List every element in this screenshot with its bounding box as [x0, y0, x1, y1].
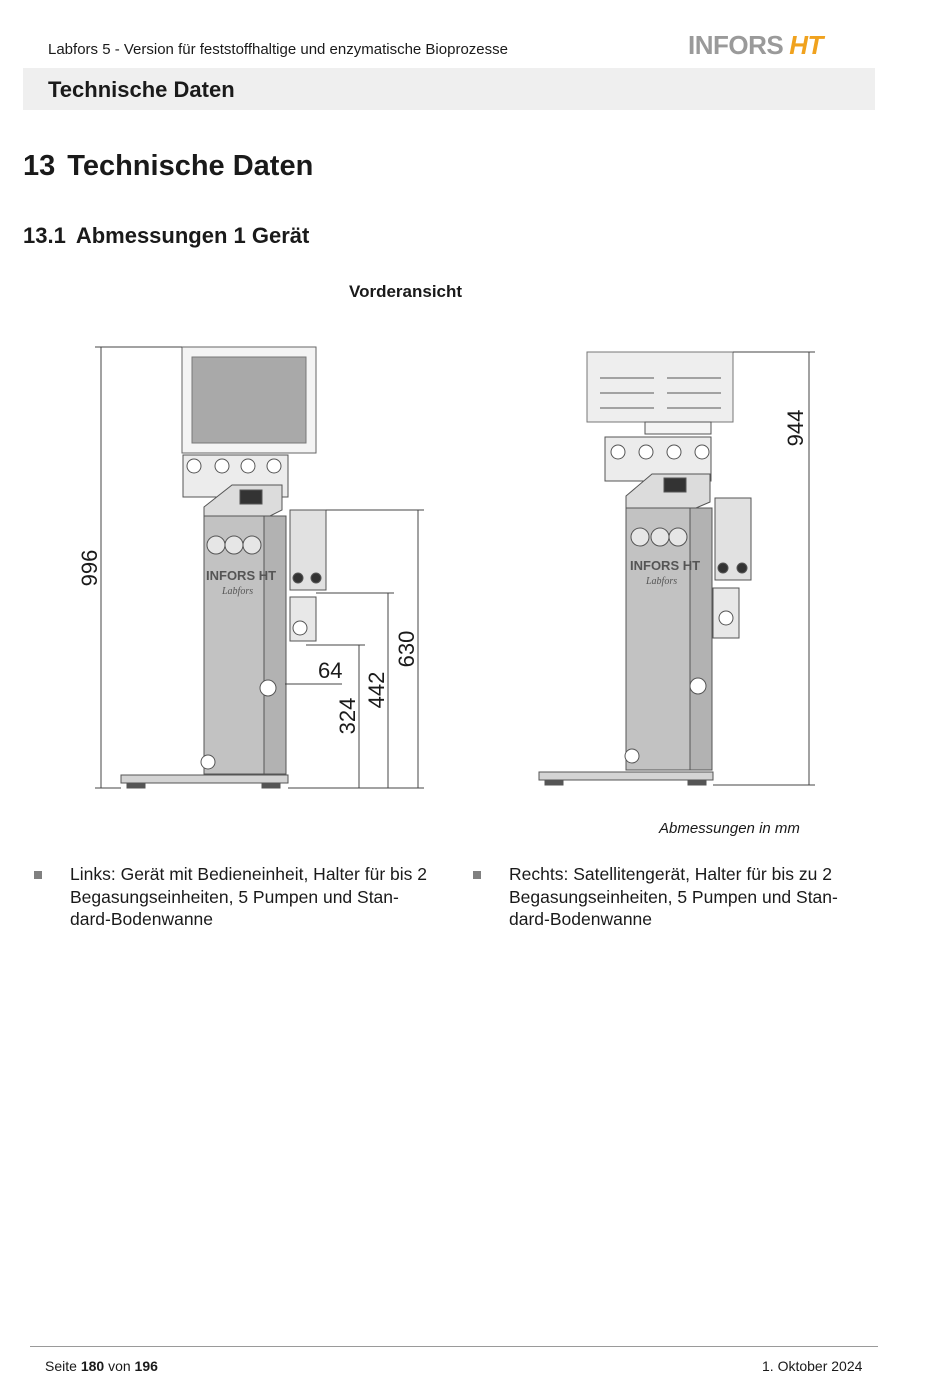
- bullet-line: Rechts: Satellitengerät, Halter für bis zu 2: [509, 864, 832, 884]
- bullet-marker: [473, 871, 481, 879]
- dim-64: 64: [318, 658, 343, 683]
- logo-text: INFORS: [688, 30, 784, 60]
- bullet-line: Begasungseinheiten, 5 Pumpen und Stan-: [509, 886, 838, 907]
- dim-996: 996: [77, 549, 102, 587]
- bullet-line: dard-Bodenwanne: [70, 909, 214, 929]
- right-brand-label: INFORS HT: [630, 558, 701, 573]
- dim-324: 324: [335, 697, 360, 735]
- bullet-line: Begasungseinheiten, 5 Pumpen und Stan-: [70, 886, 399, 907]
- bullet-marker: [34, 871, 42, 879]
- document-title: Labfors 5 - Version für feststoffhaltige und enzymatische Bioprozesse: [48, 41, 508, 58]
- page-number: [45, 1358, 158, 1374]
- figure-label: Vorderansicht: [349, 282, 463, 301]
- page-separator: von: [108, 1358, 131, 1374]
- dim-630: 630: [394, 630, 419, 668]
- page-current: 180: [80, 1358, 105, 1374]
- subchapter-number: 13.1: [23, 223, 66, 248]
- footer-divider: [30, 1346, 878, 1347]
- footer-date: 1. Oktober 2024: [762, 1358, 863, 1374]
- dim-442: 442: [364, 671, 389, 709]
- figure-caption: Abmessungen in mm: [659, 820, 800, 837]
- logo-suffix: HT: [789, 30, 823, 60]
- left-brand-label: INFORS HT: [206, 568, 277, 583]
- section-header-title: Technische Daten: [48, 77, 235, 102]
- bullet-line: dard-Bodenwanne: [509, 909, 653, 929]
- bullet-left: [70, 863, 450, 931]
- subchapter-title: Abmessungen 1 Gerät: [75, 223, 310, 248]
- page-prefix: Seite: [45, 1358, 77, 1374]
- right-model-label: Labfors: [646, 576, 678, 587]
- page-total: 196: [134, 1358, 158, 1374]
- dim-944: 944: [783, 409, 808, 447]
- chapter-number: 13: [23, 150, 56, 182]
- chapter-title: Technische Daten: [67, 150, 314, 182]
- left-model-label: Labfors: [222, 586, 254, 597]
- bullet-right: [509, 863, 889, 931]
- bullet-line: Links: Gerät mit Bedieneinheit, Halter für bis 2: [70, 864, 427, 884]
